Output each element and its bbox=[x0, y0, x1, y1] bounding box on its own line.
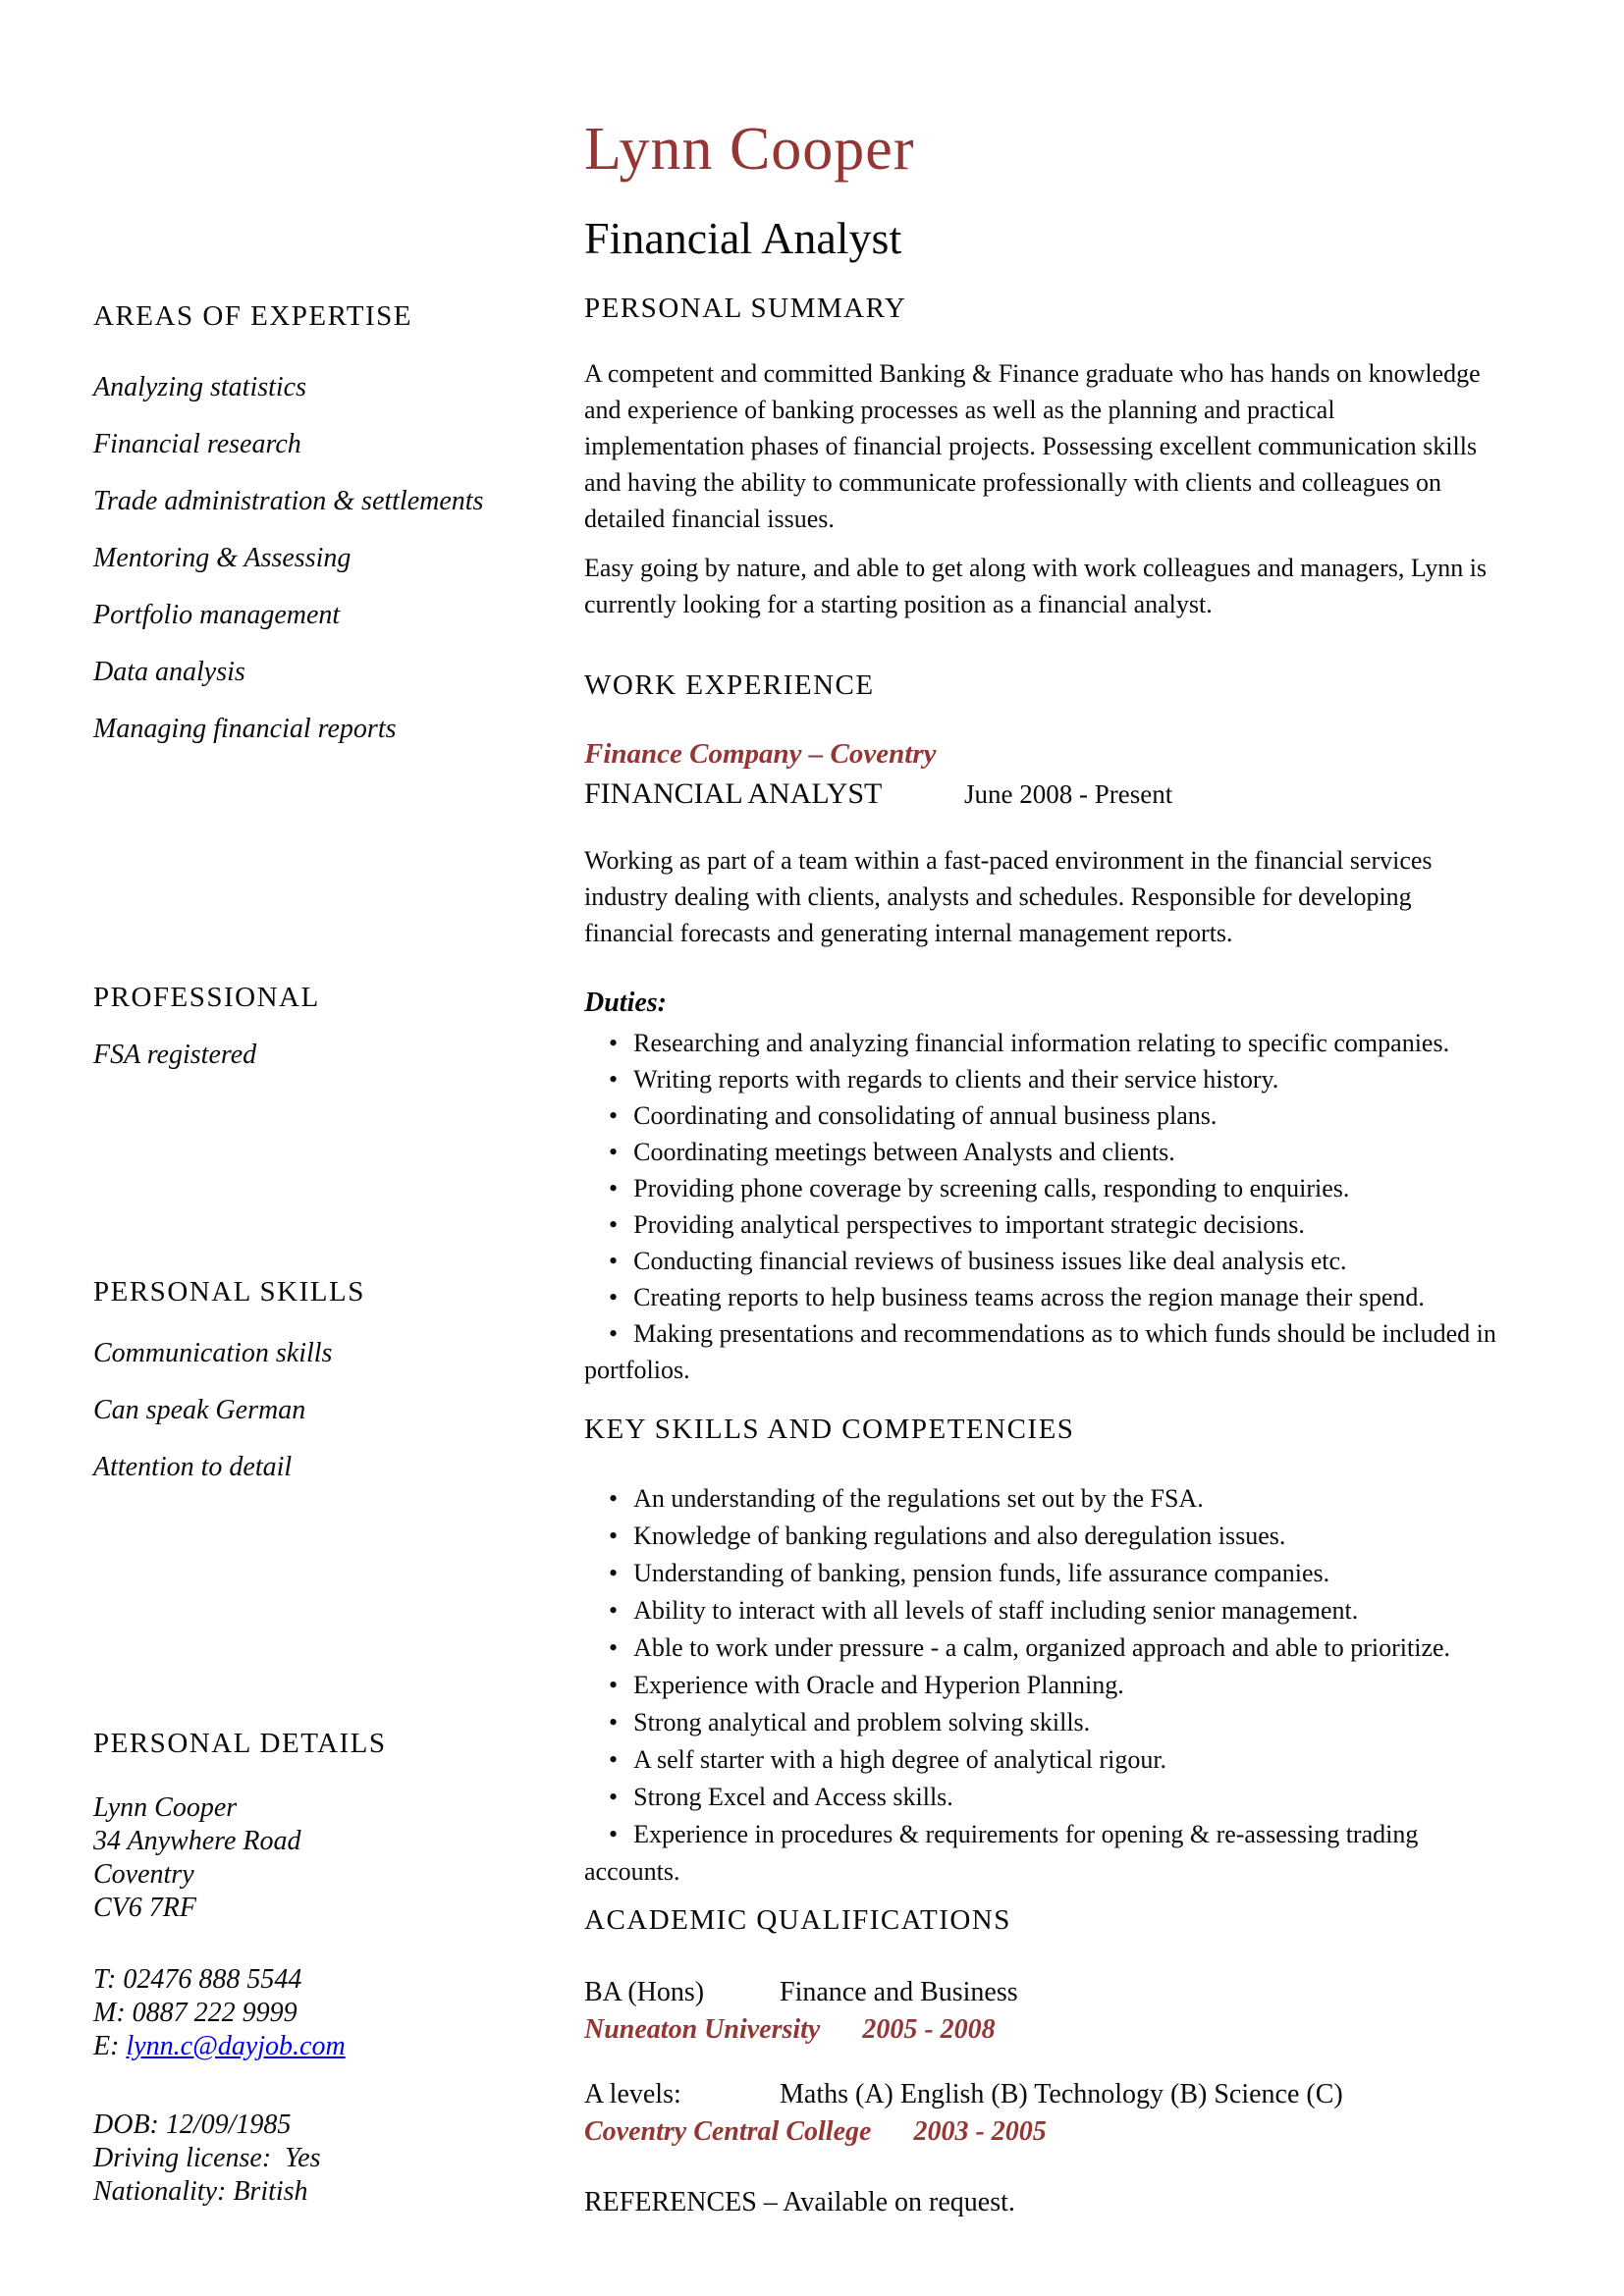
expertise-item: Portfolio management bbox=[93, 600, 341, 630]
section-heading-key-skills: KEY SKILLS AND COMPETENCIES bbox=[584, 1414, 1075, 1445]
duty-text: Writing reports with regards to clients and their service history. bbox=[633, 1065, 1279, 1094]
expertise-item: Mentoring & Assessing bbox=[93, 543, 352, 573]
work-intro: Working as part of a team within a fast-paced environment in the financial services industry dealing with clients, analysts and schedules. Responsible for developing financial forecasts and generating internal management reports. bbox=[584, 846, 1433, 947]
references-line: REFERENCES – Available on request. bbox=[584, 2187, 1015, 2217]
duty-item bbox=[584, 1206, 1512, 1243]
duty-item bbox=[584, 1243, 1512, 1279]
summary-paragraph-1: A competent and committed Banking & Finance graduate who has hands on knowledge and experience of banking processes as well as the planning and practical implementation phases of financial projects. Possessing excellent communication skills and having the ability to communicate professionally with clients and colleagues on detailed financial issues. bbox=[584, 359, 1481, 533]
skill-item bbox=[584, 1592, 1512, 1629]
skill-text: Understanding of banking, pension funds, life assurance companies. bbox=[633, 1559, 1330, 1587]
duty-text: Conducting financial reviews of business issues like deal analysis etc. bbox=[633, 1247, 1347, 1275]
skill-item bbox=[584, 1555, 1512, 1592]
email-link[interactable]: lynn.c@dayjob.com bbox=[126, 2031, 346, 2061]
person-name: Lynn Cooper bbox=[584, 116, 915, 183]
degree-subject: Finance and Business bbox=[780, 1977, 1018, 2007]
bullet-icon: • bbox=[609, 1633, 619, 1662]
skill-item bbox=[584, 1667, 1512, 1704]
bullet-icon: • bbox=[609, 1820, 619, 1848]
skill-text: An understanding of the regulations set out by the FSA. bbox=[633, 1484, 1204, 1513]
email-line bbox=[93, 2030, 525, 2063]
alevels-label: A levels: bbox=[584, 2079, 681, 2109]
bullet-icon: • bbox=[609, 1319, 619, 1348]
expertise-item: Managing financial reports bbox=[93, 714, 397, 744]
bullet-icon: • bbox=[609, 1283, 619, 1311]
duty-text: Providing analytical perspectives to important strategic decisions. bbox=[633, 1210, 1305, 1239]
bullet-icon: • bbox=[609, 1101, 619, 1130]
address-block bbox=[93, 1791, 525, 1925]
college-row bbox=[584, 2116, 1512, 2148]
bullet-icon: • bbox=[609, 1671, 619, 1699]
degree-row bbox=[584, 1977, 1512, 2008]
bio-block bbox=[93, 2109, 525, 2209]
skill-item bbox=[584, 1816, 1512, 1891]
skill-text: Experience in procedures & requirements for opening & re-assessing trading accounts. bbox=[584, 1820, 1419, 1886]
address-line: 34 Anywhere Road bbox=[93, 1826, 301, 1856]
skill-text: Able to work under pressure - a calm, organized approach and able to prioritize. bbox=[633, 1633, 1451, 1662]
contact-block bbox=[93, 1963, 525, 2063]
duty-text: Creating reports to help business teams across the region manage their spend. bbox=[633, 1283, 1425, 1311]
duty-item bbox=[584, 1170, 1512, 1206]
skill-item bbox=[584, 1518, 1512, 1555]
college-dates: 2003 - 2005 bbox=[913, 2116, 1047, 2147]
bullet-icon: • bbox=[609, 1138, 619, 1166]
duty-text: Researching and analyzing financial information relating to specific companies. bbox=[633, 1029, 1450, 1057]
bullet-icon: • bbox=[609, 1210, 619, 1239]
expertise-item: Data analysis bbox=[93, 657, 245, 687]
address-line: CV6 7RF bbox=[93, 1893, 196, 1923]
role-title: FINANCIAL ANALYST bbox=[584, 777, 883, 810]
driving-license-line: Driving license: Yes bbox=[93, 2143, 321, 2173]
bullet-icon: • bbox=[609, 1484, 619, 1513]
bullet-icon: • bbox=[609, 1783, 619, 1811]
bullet-icon: • bbox=[609, 1247, 619, 1275]
skill-item bbox=[584, 1704, 1512, 1741]
personal-skill-item: Attention to detail bbox=[93, 1452, 293, 1482]
skill-text: Strong Excel and Access skills. bbox=[633, 1783, 953, 1811]
section-heading-academic-qualifications: ACADEMIC QUALIFICATIONS bbox=[584, 1904, 1011, 1936]
role-dates: June 2008 - Present bbox=[964, 779, 1173, 809]
university-name: Nuneaton University bbox=[584, 2014, 821, 2045]
phone-telephone: T: 02476 888 5544 bbox=[93, 1964, 302, 1995]
bullet-icon: • bbox=[609, 1029, 619, 1057]
expertise-item: Analyzing statistics bbox=[93, 372, 306, 402]
skill-item bbox=[584, 1480, 1512, 1518]
duty-text: Coordinating meetings between Analysts and clients. bbox=[633, 1138, 1175, 1166]
skill-text: Ability to interact with all levels of staff including senior management. bbox=[633, 1596, 1359, 1625]
skill-text: Strong analytical and problem solving skills. bbox=[633, 1708, 1091, 1736]
summary-paragraph-2: Easy going by nature, and able to get along with work colleagues and managers, Lynn is currently looking for a starting position as a financial analyst. bbox=[584, 554, 1488, 618]
dob-line: DOB: 12/09/1985 bbox=[93, 2109, 292, 2140]
bullet-icon: • bbox=[609, 1559, 619, 1587]
bullet-icon: • bbox=[609, 1174, 619, 1202]
key-skills-list bbox=[584, 1480, 1512, 1891]
duty-text: Coordinating and consolidating of annual business plans. bbox=[633, 1101, 1218, 1130]
skill-text: Knowledge of banking regulations and also deregulation issues. bbox=[633, 1522, 1286, 1550]
expertise-item: Financial research bbox=[93, 429, 301, 459]
bullet-icon: • bbox=[609, 1065, 619, 1094]
bullet-icon: • bbox=[609, 1708, 619, 1736]
person-job-title: Financial Analyst bbox=[584, 213, 902, 263]
section-heading-personal-details: PERSONAL DETAILS bbox=[93, 1728, 387, 1759]
duty-text: Making presentations and recommendations as to which funds should be included in portfolios. bbox=[584, 1319, 1496, 1384]
section-heading-personal-skills: PERSONAL SKILLS bbox=[93, 1276, 365, 1308]
university-row bbox=[584, 2014, 1512, 2046]
skill-item bbox=[584, 1629, 1512, 1667]
duty-text: Providing phone coverage by screening calls, responding to enquiries. bbox=[633, 1174, 1350, 1202]
duties-list bbox=[584, 1025, 1512, 1388]
degree-label: BA (Hons) bbox=[584, 1977, 705, 2007]
address-line: Coventry bbox=[93, 1859, 194, 1890]
personal-skill-item: Can speak German bbox=[93, 1395, 306, 1425]
nationality-line: Nationality: British bbox=[93, 2176, 308, 2207]
duty-item bbox=[584, 1061, 1512, 1097]
bullet-icon: • bbox=[609, 1596, 619, 1625]
duty-item bbox=[584, 1315, 1512, 1388]
section-heading-areas-of-expertise: AREAS OF EXPERTISE bbox=[93, 300, 412, 332]
duty-item bbox=[584, 1025, 1512, 1061]
duties-label: Duties: bbox=[584, 988, 667, 1018]
alevels-grades: Maths (A) English (B) Technology (B) Science (C) bbox=[780, 2079, 1343, 2109]
professional-item: FSA registered bbox=[93, 1040, 257, 1070]
personal-skill-item: Communication skills bbox=[93, 1338, 333, 1368]
role-line bbox=[584, 777, 1512, 811]
address-line: Lynn Cooper bbox=[93, 1792, 238, 1823]
employer-name: Finance Company – Coventry bbox=[584, 738, 937, 770]
duty-item bbox=[584, 1134, 1512, 1170]
duty-item bbox=[584, 1279, 1512, 1315]
section-heading-personal-summary: PERSONAL SUMMARY bbox=[584, 293, 907, 324]
skill-item bbox=[584, 1779, 1512, 1816]
expertise-item: Trade administration & settlements bbox=[93, 486, 484, 516]
duty-item bbox=[584, 1097, 1512, 1134]
alevels-row bbox=[584, 2079, 1512, 2110]
bullet-icon: • bbox=[609, 1745, 619, 1774]
section-heading-professional: PROFESSIONAL bbox=[93, 982, 320, 1013]
areas-of-expertise-list bbox=[93, 371, 525, 770]
skill-text: A self starter with a high degree of analytical rigour. bbox=[633, 1745, 1167, 1774]
personal-skills-list bbox=[93, 1337, 525, 1508]
university-dates: 2005 - 2008 bbox=[862, 2014, 996, 2045]
bullet-icon: • bbox=[609, 1522, 619, 1550]
email-label: E: bbox=[93, 2031, 127, 2061]
skill-item bbox=[584, 1741, 1512, 1779]
skill-text: Experience with Oracle and Hyperion Planning. bbox=[633, 1671, 1124, 1699]
college-name: Coventry Central College bbox=[584, 2116, 872, 2147]
section-heading-work-experience: WORK EXPERIENCE bbox=[584, 669, 875, 701]
phone-mobile: M: 0887 222 9999 bbox=[93, 1998, 298, 2028]
